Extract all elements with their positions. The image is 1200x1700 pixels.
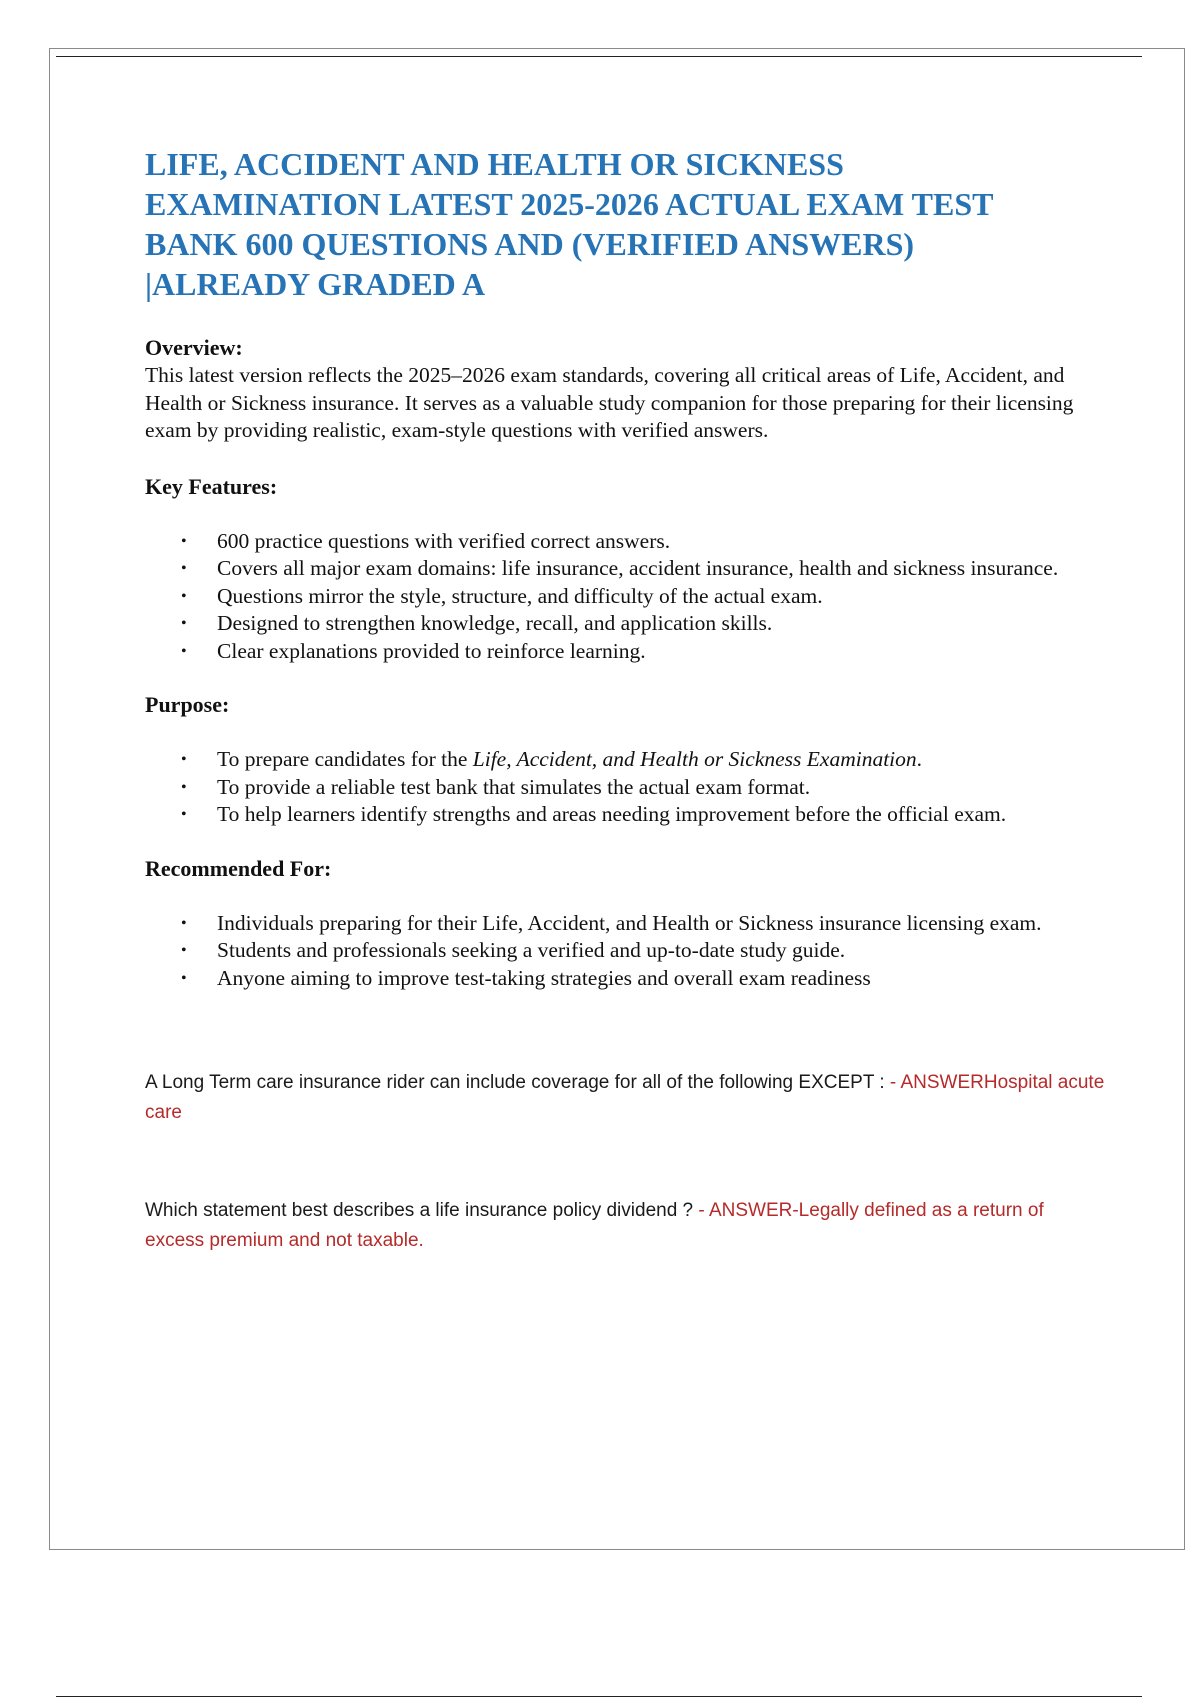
title-line-4: |ALREADY GRADED A (145, 266, 486, 302)
list-item (145, 965, 1117, 993)
list-item-text: To provide a reliable test bank that simulates the actual exam format. (217, 774, 811, 799)
list-item (145, 528, 1117, 556)
list-item (145, 910, 1117, 938)
overview-heading: Overview: (145, 335, 243, 360)
key-features-list (145, 528, 1105, 666)
question-text: A Long Term care insurance rider can include coverage for all of the following EXCEPT : (145, 1072, 890, 1093)
answer-text: - ANSWERHospital acute care (145, 1072, 1105, 1123)
bottom-rule (56, 1696, 1142, 1697)
exam-name-italic: Life, Accident, and Health or Sickness Examination (472, 747, 917, 771)
list-item-text-suffix: . (916, 747, 923, 771)
list-item-text: Questions mirror the style, structure, and difficulty of the actual exam. (217, 583, 823, 608)
title-line-3: BANK 600 QUESTIONS AND (VERIFIED ANSWERS) (145, 226, 915, 262)
bullet-icon: • (181, 914, 187, 932)
purpose-list (145, 746, 1105, 829)
top-rule (56, 56, 1142, 57)
bullet-icon: • (181, 806, 187, 823)
list-item (145, 555, 1117, 583)
document-content (145, 144, 1105, 1275)
key-features-heading: Key Features: (145, 473, 278, 499)
purpose-heading: Purpose: (145, 692, 230, 717)
bullet-icon: • (181, 778, 187, 796)
list-item-text: To help learners identify strengths and areas needing improvement before the official exam. (217, 802, 1007, 826)
list-item (145, 638, 1117, 666)
list-item (145, 801, 1117, 829)
answer-text: - ANSWER-Legally defined as a return of excess premium and not taxable. (145, 1200, 1044, 1251)
list-item (145, 774, 1117, 802)
recommended-for-heading: Recommended For: (145, 855, 332, 881)
overview-text: This latest version reflects the 2025–2026 exam standards, covering all critical areas of Life, Accident, and Health or Sickness insurance. It serves as a valuable study companion for those preparing for their licensing exam by providing realistic, exam-style questions with verified answers. (145, 363, 1074, 442)
bullet-icon: • (181, 560, 187, 577)
list-item-text: 600 practice questions with verified correct answers. (217, 528, 671, 553)
list-item-text: Clear explanations provided to reinforce learning. (217, 638, 646, 663)
bullet-icon: • (181, 751, 187, 768)
bullet-icon: • (181, 969, 187, 987)
bullet-icon: • (181, 587, 187, 605)
list-item-text: Anyone aiming to improve test-taking strategies and overall exam readiness (217, 965, 871, 990)
bullet-icon: • (181, 642, 187, 660)
qa-item-2 (145, 1196, 1105, 1256)
list-item (145, 937, 1117, 965)
list-item (145, 746, 1117, 774)
list-item-text: Individuals preparing for their Life, Accident, and Health or Sickness insurance licensing exam. (217, 910, 1042, 935)
list-item-text: Designed to strengthen knowledge, recall, and application skills. (217, 611, 773, 635)
document-title (145, 144, 1105, 304)
title-line-2: EXAMINATION LATEST 2025-2026 ACTUAL EXAM TEST (145, 186, 994, 222)
list-item-text: To prepare candidates for the (217, 747, 473, 771)
list-item (145, 583, 1117, 611)
recommended-for-list (145, 910, 1105, 993)
list-item (145, 610, 1117, 638)
qa-item-1 (145, 1068, 1105, 1128)
list-item-text: Students and professionals seeking a verified and up-to-date study guide. (217, 938, 846, 962)
bullet-icon: • (181, 532, 187, 550)
list-item-text: Covers all major exam domains: life insurance, accident insurance, health and sickness insurance. (217, 556, 1059, 580)
bullet-icon: • (181, 942, 187, 959)
bullet-icon: • (181, 615, 187, 632)
question-text: Which statement best describes a life insurance policy dividend ? (145, 1200, 699, 1221)
title-line-1: LIFE, ACCIDENT AND HEALTH OR SICKNESS (145, 146, 844, 182)
